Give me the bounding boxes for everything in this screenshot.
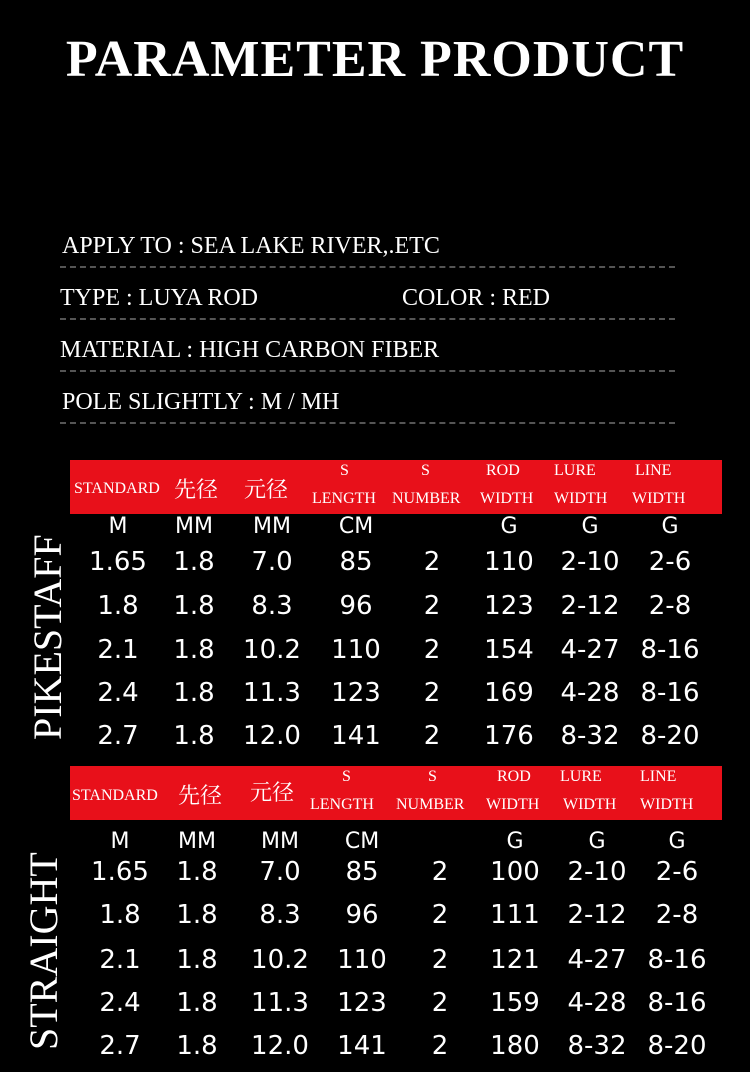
- straight-unit-1: MM: [178, 829, 216, 854]
- straight-cell: 123: [337, 988, 387, 1018]
- pikestaff-unit-0: M: [108, 514, 128, 539]
- straight-cell: 2: [431, 900, 449, 930]
- straight-label: STRAIGHT: [21, 852, 66, 1050]
- straight-cell: 96: [345, 900, 379, 930]
- pikestaff-cell: 2-6: [648, 547, 692, 577]
- straight-cell: 10.2: [251, 945, 309, 975]
- straight-cell: 2: [431, 857, 449, 887]
- header-s1: S: [342, 768, 351, 785]
- pikestaff-cell: 2: [423, 591, 441, 621]
- straight-cell: 12.0: [251, 1031, 309, 1061]
- spec-pole: POLE SLIGHTLY : M / MH: [62, 389, 340, 415]
- header-number: NUMBER: [396, 796, 465, 813]
- straight-cell: 100: [490, 857, 540, 887]
- straight-cell: 8-16: [647, 988, 707, 1018]
- straight-cell: 2: [431, 988, 449, 1018]
- pikestaff-unit-3: CM: [338, 514, 374, 539]
- pikestaff-cell: 1.8: [173, 721, 215, 751]
- pikestaff-cell: 123: [331, 678, 381, 708]
- header-rod: ROD: [497, 768, 531, 785]
- pikestaff-cell: 8-16: [640, 635, 700, 665]
- pikestaff-cell: 1.8: [173, 678, 215, 708]
- pikestaff-cell: 11.3: [243, 678, 301, 708]
- header-cn1: 先径: [178, 784, 223, 809]
- pikestaff-cell: 1.8: [173, 635, 215, 665]
- pikestaff-cell: 7.0: [251, 547, 293, 577]
- pikestaff-cell: 1.8: [173, 547, 215, 577]
- pikestaff-cell: 2.4: [97, 678, 139, 708]
- header-s1: S: [340, 462, 349, 479]
- straight-cell: 8.3: [259, 900, 301, 930]
- header-standard: STANDARD: [74, 480, 160, 497]
- header-line-width: WIDTH: [632, 490, 686, 507]
- straight-cell: 1.8: [176, 945, 218, 975]
- header-rod-width: WIDTH: [480, 490, 534, 507]
- straight-cell: 1.8: [99, 900, 141, 930]
- header-line-width: WIDTH: [640, 796, 694, 813]
- header-lure: LURE: [554, 462, 596, 479]
- pikestaff-cell: 2-10: [560, 547, 620, 577]
- pikestaff-unit-5: G: [500, 514, 518, 539]
- header-standard: STANDARD: [72, 787, 158, 804]
- straight-cell: 11.3: [251, 988, 309, 1018]
- spec-color: COLOR : RED: [402, 285, 551, 311]
- straight-cell: 110: [337, 945, 387, 975]
- pikestaff-label: PIKESTAFF: [25, 534, 70, 740]
- straight-cell: 2-10: [567, 857, 627, 887]
- spec-apply: APPLY TO : SEA LAKE RIVER,.ETC: [62, 233, 440, 259]
- pikestaff-unit-7: G: [661, 514, 679, 539]
- straight-cell: 1.8: [176, 857, 218, 887]
- straight-cell: 180: [490, 1031, 540, 1061]
- header-rod-width: WIDTH: [486, 796, 540, 813]
- header-number: NUMBER: [392, 490, 461, 507]
- pikestaff-cell: 4-28: [560, 678, 620, 708]
- pikestaff-cell: 85: [339, 547, 373, 577]
- pikestaff-cell: 154: [484, 635, 534, 665]
- pikestaff-unit-6: G: [581, 514, 599, 539]
- straight-cell: 2-12: [567, 900, 627, 930]
- straight-cell: 1.65: [91, 857, 149, 887]
- header-cn2: 元径: [244, 478, 289, 503]
- pikestaff-cell: 123: [484, 591, 534, 621]
- straight-cell: 2-8: [655, 900, 699, 930]
- straight-cell: 8-16: [647, 945, 707, 975]
- pikestaff-cell: 110: [331, 635, 381, 665]
- pikestaff-cell: 8.3: [251, 591, 293, 621]
- pikestaff-cell: 2: [423, 635, 441, 665]
- pikestaff-cell: 2-12: [560, 591, 620, 621]
- straight-cell: 111: [490, 900, 540, 930]
- pikestaff-cell: 1.8: [173, 591, 215, 621]
- straight-cell: 85: [345, 857, 379, 887]
- header-cn2: 元径: [250, 781, 295, 806]
- straight-cell: 8-32: [567, 1031, 627, 1061]
- header-lure: LURE: [560, 768, 602, 785]
- straight-unit-2: MM: [261, 829, 299, 854]
- straight-cell: 159: [490, 988, 540, 1018]
- straight-cell: 2.1: [99, 945, 141, 975]
- straight-cell: 141: [337, 1031, 387, 1061]
- pikestaff-cell: 96: [339, 591, 373, 621]
- pikestaff-cell: 141: [331, 721, 381, 751]
- straight-cell: 2: [431, 1031, 449, 1061]
- straight-cell: 2-6: [655, 857, 699, 887]
- pikestaff-cell: 2: [423, 547, 441, 577]
- straight-cell: 8-20: [647, 1031, 707, 1061]
- pikestaff-cell: 8-16: [640, 678, 700, 708]
- header-lure-width: WIDTH: [554, 490, 608, 507]
- header-line: LINE: [640, 768, 677, 785]
- straight-unit-6: G: [588, 829, 606, 854]
- straight-cell: 121: [490, 945, 540, 975]
- straight-unit-7: G: [668, 829, 686, 854]
- pikestaff-cell: 169: [484, 678, 534, 708]
- pikestaff-cell: 8-32: [560, 721, 620, 751]
- pikestaff-cell: 2.1: [97, 635, 139, 665]
- straight-unit-5: G: [506, 829, 524, 854]
- header-cn1: 先径: [174, 478, 219, 503]
- pikestaff-cell: 8-20: [640, 721, 700, 751]
- straight-cell: 1.8: [176, 988, 218, 1018]
- pikestaff-cell: 176: [484, 721, 534, 751]
- straight-cell: 2.7: [99, 1031, 141, 1061]
- pikestaff-unit-1: MM: [175, 514, 213, 539]
- spec-material: MATERIAL : HIGH CARBON FIBER: [60, 337, 440, 363]
- straight-cell: 1.8: [176, 900, 218, 930]
- pikestaff-cell: 2: [423, 721, 441, 751]
- straight-cell: 1.8: [176, 1031, 218, 1061]
- straight-header-bar: [70, 766, 722, 820]
- pikestaff-unit-2: MM: [253, 514, 291, 539]
- page-title: PARAMETER PRODUCT: [65, 31, 685, 88]
- pikestaff-cell: 10.2: [243, 635, 301, 665]
- straight-unit-0: M: [110, 829, 130, 854]
- pikestaff-cell: 12.0: [243, 721, 301, 751]
- header-rod: ROD: [486, 462, 520, 479]
- pikestaff-cell: 2: [423, 678, 441, 708]
- straight-cell: 2: [431, 945, 449, 975]
- header-lure-width: WIDTH: [563, 796, 617, 813]
- spec-type: TYPE : LUYA ROD: [60, 285, 259, 311]
- pikestaff-cell: 2.7: [97, 721, 139, 751]
- header-length: LENGTH: [310, 796, 374, 813]
- pikestaff-cell: 2-8: [648, 591, 692, 621]
- straight-cell: 4-27: [567, 945, 627, 975]
- header-s2: S: [421, 462, 430, 479]
- header-line: LINE: [635, 462, 672, 479]
- pikestaff-cell: 1.8: [97, 591, 139, 621]
- straight-cell: 7.0: [259, 857, 301, 887]
- straight-cell: 4-28: [567, 988, 627, 1018]
- pikestaff-cell: 110: [484, 547, 534, 577]
- straight-cell: 2.4: [99, 988, 141, 1018]
- pikestaff-cell: 1.65: [89, 547, 147, 577]
- header-length: LENGTH: [312, 490, 376, 507]
- header-s2: S: [428, 768, 437, 785]
- straight-unit-3: CM: [344, 829, 380, 854]
- pikestaff-cell: 4-27: [560, 635, 620, 665]
